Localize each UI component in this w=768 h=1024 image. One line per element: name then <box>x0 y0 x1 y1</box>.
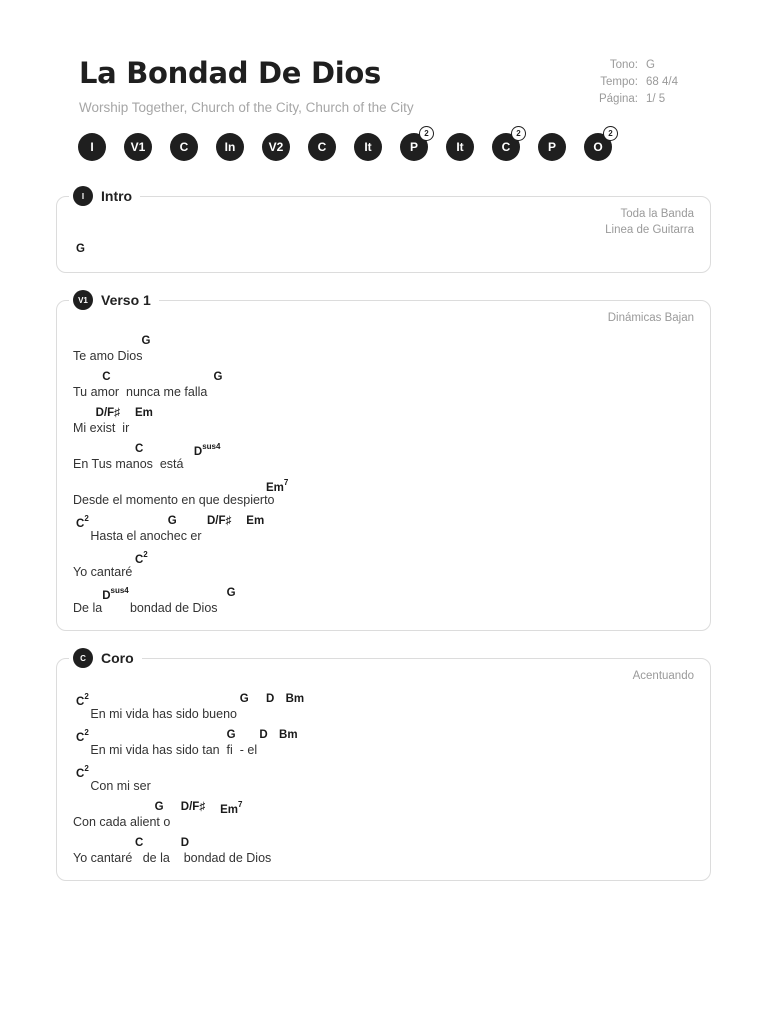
chord <box>155 801 164 813</box>
chord-name: Em <box>265 481 284 494</box>
lyric: Mi exist ir <box>73 421 130 435</box>
section-title: Verso 1 <box>101 292 151 308</box>
nav-badge-label: It <box>456 140 464 154</box>
chord-name: G <box>213 371 223 383</box>
chord-name: Bm <box>279 729 298 741</box>
chord <box>102 587 129 602</box>
nav-badge[interactable] <box>78 133 106 161</box>
key-label: Tono: <box>609 59 638 71</box>
chord <box>142 335 151 347</box>
key-value: G <box>646 59 655 71</box>
section-verse-1 <box>56 292 711 631</box>
nav-badge[interactable] <box>538 133 566 161</box>
chord-name: D <box>193 445 203 458</box>
nav-badge[interactable] <box>354 133 382 161</box>
page-label: Página: <box>598 93 638 105</box>
nav-badge-label: C <box>179 140 189 154</box>
section-note: Dinámicas Bajan <box>607 312 694 324</box>
chord <box>194 443 221 458</box>
repeat-count: 2 <box>603 126 618 141</box>
chord-name: G <box>76 243 85 255</box>
chord <box>259 729 267 741</box>
lyric: Yo cantaré <box>73 565 133 579</box>
chord <box>246 515 264 527</box>
nav-badge[interactable] <box>492 129 521 161</box>
repeat-count: 2 <box>419 126 434 141</box>
chord <box>227 729 236 741</box>
chord <box>181 837 189 849</box>
chord-name: G <box>226 587 236 599</box>
section-badge: I <box>73 186 93 206</box>
lyric: Con cada alient o <box>73 815 171 829</box>
nav-badge[interactable] <box>170 133 198 161</box>
lyric: Hasta el anochec er <box>73 529 202 543</box>
chord <box>279 729 298 741</box>
song-meta <box>590 59 678 105</box>
chord <box>227 587 236 599</box>
chord-name: C <box>76 517 85 530</box>
section-badge: C <box>73 648 93 668</box>
chord <box>76 765 89 780</box>
nav-badge-label: I <box>90 140 94 154</box>
nav-badge-label: P <box>547 140 556 154</box>
nav-badge-label: In <box>224 140 236 154</box>
section-title: Coro <box>101 650 134 666</box>
nav-badge[interactable] <box>216 133 244 161</box>
section-title: Intro <box>101 188 133 204</box>
nav-badge[interactable] <box>308 133 336 161</box>
chord-extension: 2 <box>84 514 89 523</box>
nav-badge-label: It <box>364 140 372 154</box>
chord-name: D/F♯ <box>207 515 232 527</box>
nav-badge-label: O <box>593 140 603 154</box>
chord <box>240 693 249 705</box>
song-subtitle: Worship Together, Church of the City, Church of the City <box>79 100 414 115</box>
chord-name: C <box>76 695 85 708</box>
nav-badge[interactable] <box>400 129 429 161</box>
chord <box>76 693 89 708</box>
nav-badge[interactable] <box>584 129 613 161</box>
nav-badge[interactable] <box>124 133 152 161</box>
chord-name: C <box>134 837 144 849</box>
section-badge: V1 <box>73 290 93 310</box>
chord-extension: 2 <box>84 728 89 737</box>
chord-name: Em <box>134 407 153 419</box>
chord-extension: sus4 <box>110 586 129 595</box>
section-header <box>69 647 142 669</box>
lyric: En mi vida has sido bueno <box>73 707 237 721</box>
chord-name: C <box>134 443 144 455</box>
lyric: Desde el momento en que despierto <box>73 493 275 507</box>
section-chorus <box>56 650 711 881</box>
section-note: Linea de Guitarra <box>605 224 694 236</box>
chord-name: G <box>154 801 164 813</box>
chord <box>266 479 288 494</box>
repeat-count: 2 <box>511 126 526 141</box>
chord <box>220 801 242 816</box>
chord <box>135 551 148 566</box>
chord-name: G <box>167 515 177 527</box>
nav-badge[interactable] <box>262 133 290 161</box>
chord-extension: 7 <box>283 478 289 487</box>
section-notes <box>605 206 694 238</box>
chord-name: D <box>102 589 111 602</box>
chord-name: D <box>259 729 268 741</box>
chord <box>76 515 89 530</box>
section-notes <box>608 310 694 326</box>
chord-name: C <box>134 553 144 566</box>
chord-name: Em <box>220 803 238 816</box>
lyric: Con mi ser <box>73 779 151 793</box>
tempo-label: Tempo: <box>600 76 638 88</box>
chord-name: D/F♯ <box>180 801 206 813</box>
lyric: Yo cantaré de la bondad de Dios <box>73 851 272 865</box>
nav-badge-label: V2 <box>268 140 284 154</box>
section-note: Acentuando <box>632 670 694 682</box>
lyric: De la bondad de Dios <box>73 601 218 615</box>
lyric: Te amo Dios <box>73 349 143 363</box>
chord <box>214 371 223 383</box>
chord <box>286 693 305 705</box>
chord-extension: sus4 <box>202 442 221 451</box>
chord <box>266 693 274 705</box>
section-notes <box>633 668 694 684</box>
chord <box>135 407 153 419</box>
chord <box>76 729 89 744</box>
chord-name: C <box>76 731 85 744</box>
chord <box>207 515 231 527</box>
nav-badge-label: V1 <box>130 140 146 154</box>
lyric: En mi vida has sido tan fi - el <box>73 743 258 757</box>
chord-name: Bm <box>285 693 305 705</box>
section-intro <box>56 188 711 273</box>
section-header <box>69 185 140 207</box>
chord <box>135 837 143 849</box>
chord-name: G <box>141 335 151 347</box>
chord-extension: 2 <box>84 764 89 773</box>
chord <box>96 407 120 419</box>
lyric: Tu amor nunca me falla <box>73 385 208 399</box>
chord-extension: 2 <box>143 550 148 559</box>
chord-extension: 2 <box>84 692 89 701</box>
chord-name: G <box>239 693 249 705</box>
chord-name: C <box>102 371 111 383</box>
chord <box>76 243 85 255</box>
chord <box>168 515 177 527</box>
section-header <box>69 289 159 311</box>
nav-badge-label: C <box>501 140 511 154</box>
lyric: En Tus manos está <box>73 457 184 471</box>
chord-extension: 7 <box>238 800 243 809</box>
chord-name: D/F♯ <box>95 407 120 419</box>
section-note: Toda la Banda <box>620 208 694 220</box>
section-navigation <box>78 129 613 161</box>
nav-badge-label: C <box>317 140 327 154</box>
song-title: La Bondad De Dios <box>79 56 381 90</box>
chord-name: D <box>265 693 275 705</box>
chord <box>102 371 110 383</box>
tempo-value: 68 4/4 <box>646 76 678 88</box>
nav-badge[interactable] <box>446 133 474 161</box>
chord <box>181 801 205 813</box>
nav-badge-label: P <box>409 140 418 154</box>
chord-name: Em <box>246 515 265 527</box>
chord-name: C <box>76 767 85 780</box>
chord-name: G <box>226 729 236 741</box>
page-value: 1/ 5 <box>646 93 666 105</box>
chord <box>135 443 143 455</box>
chord-name: D <box>180 837 190 849</box>
